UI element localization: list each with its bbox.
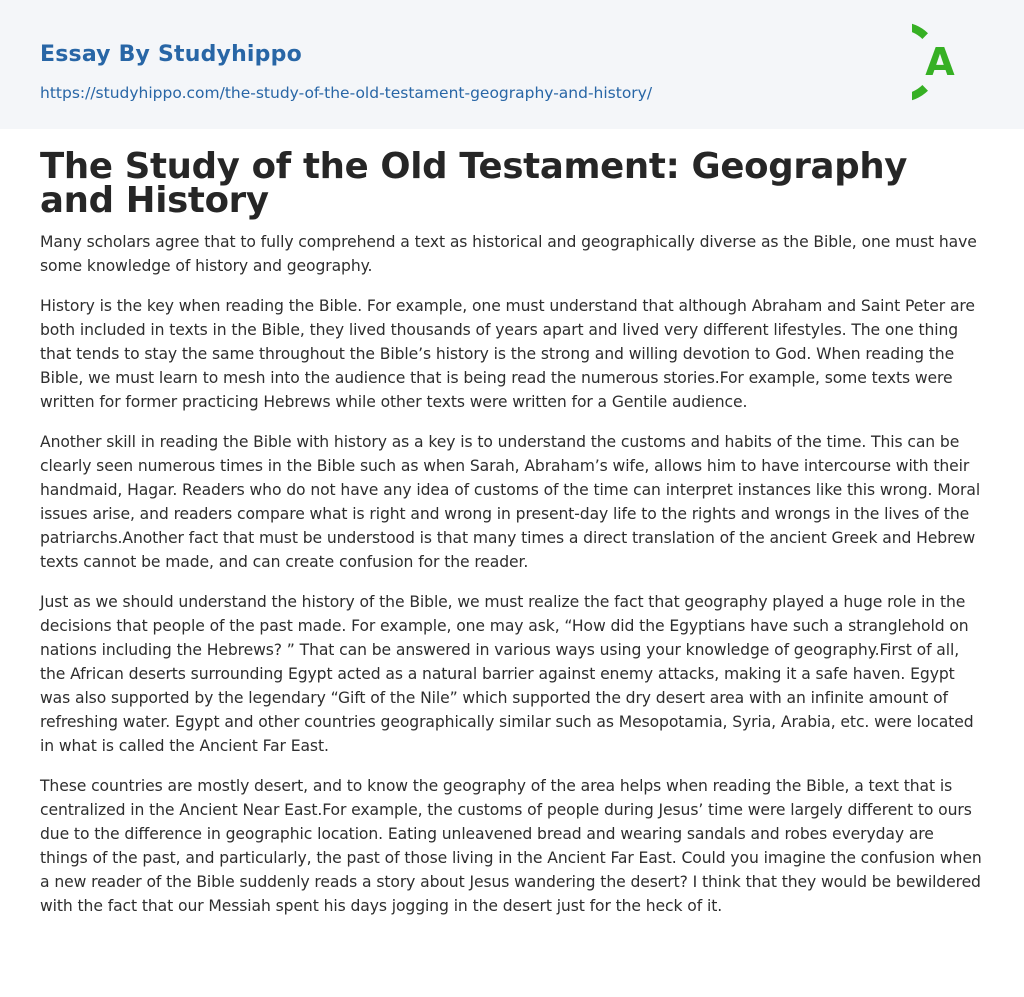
paragraph: History is the key when reading the Bible. For example, one must understand that although Abraham and Saint Peter are both included in texts in the Bible, they lived thousands of years apart and lived very different lifestyles. The one thing that tends to stay the same throughout the Bible’s history is the strong and willing devotion to God. When reading the Bible, we must learn to mesh into the audience that is being read the numerous stories.For example, some texts were written for former practicing Hebrews while other texts were written for a Gentile audience. [40, 297, 975, 411]
paragraph: Just as we should understand the history of the Bible, we must realize the fact that geography played a huge role in the decisions that people of the past made. For example, one may ask, “How did the Egyptians have such a stranglehold on nations including the Hebrews? ” That can be answered in various ways using your knowledge of geography.First of all, the African deserts surrounding Egypt acted as a natural barrier against enemy attacks, making it a safe haven. Egypt was also supported by the legendary “Gift of the Nile” which supported the dry desert area with an infinite amount of refreshing water. Egypt and other countries geographically similar such as Mesopotamia, Syria, Arabia, etc. were located in what is called the Ancient Far East. [40, 593, 974, 755]
paragraph: These countries are mostly desert, and to know the geography of the area helps when reading the Bible, a text that is centralized in the Ancient Near East.For example, the customs of people during Jesus’ time were largely different to ours due to the difference in geographic location. Eating unleavened bread and wearing sandals and robes everyday are things of the past, and particularly, the past of those living in the Ancient Far East. Could you imagine the confusion when a new reader of the Bible suddenly reads a story about Jesus wandering the desert? I think that they would be bewildered with the fact that our Messiah spent his days jogging in the desert just for the heck of it. [40, 777, 982, 915]
paragraph: Another skill in reading the Bible with history as a key is to understand the customs and habits of the time. This can be clearly seen numerous times in the Bible such as when Sarah, Abraham’s wife, allows him to have intercourse with their handmaid, Hagar. Readers who do not have any idea of customs of the time can interpret instances like this wrong. Moral issues arise, and readers compare what is right and wrong in present-day life to the rights and wrongs in the lives of the patriarchs.Another fact that must be understood is that many times a direct translation of the ancient Greek and Hebrew texts cannot be made, and can create confusion for the reader. [40, 433, 981, 571]
site-header [0, 0, 1024, 129]
paragraph: Many scholars agree that to fully comprehend a text as historical and geographically diverse as the Bible, one must have some knowledge of history and geography. [40, 233, 977, 275]
studyhippo-logo-icon[interactable] [912, 18, 988, 106]
logo-ring [912, 18, 988, 106]
article [0, 129, 1024, 918]
page-title: The Study of the Old Testament: Geography and History [40, 146, 908, 221]
brand-title[interactable]: Essay By Studyhippo [40, 42, 302, 67]
logo-letter: A [925, 40, 955, 84]
source-url-link[interactable]: https://studyhippo.com/the-study-of-the-old-testament-geography-and-history/ [40, 84, 653, 102]
